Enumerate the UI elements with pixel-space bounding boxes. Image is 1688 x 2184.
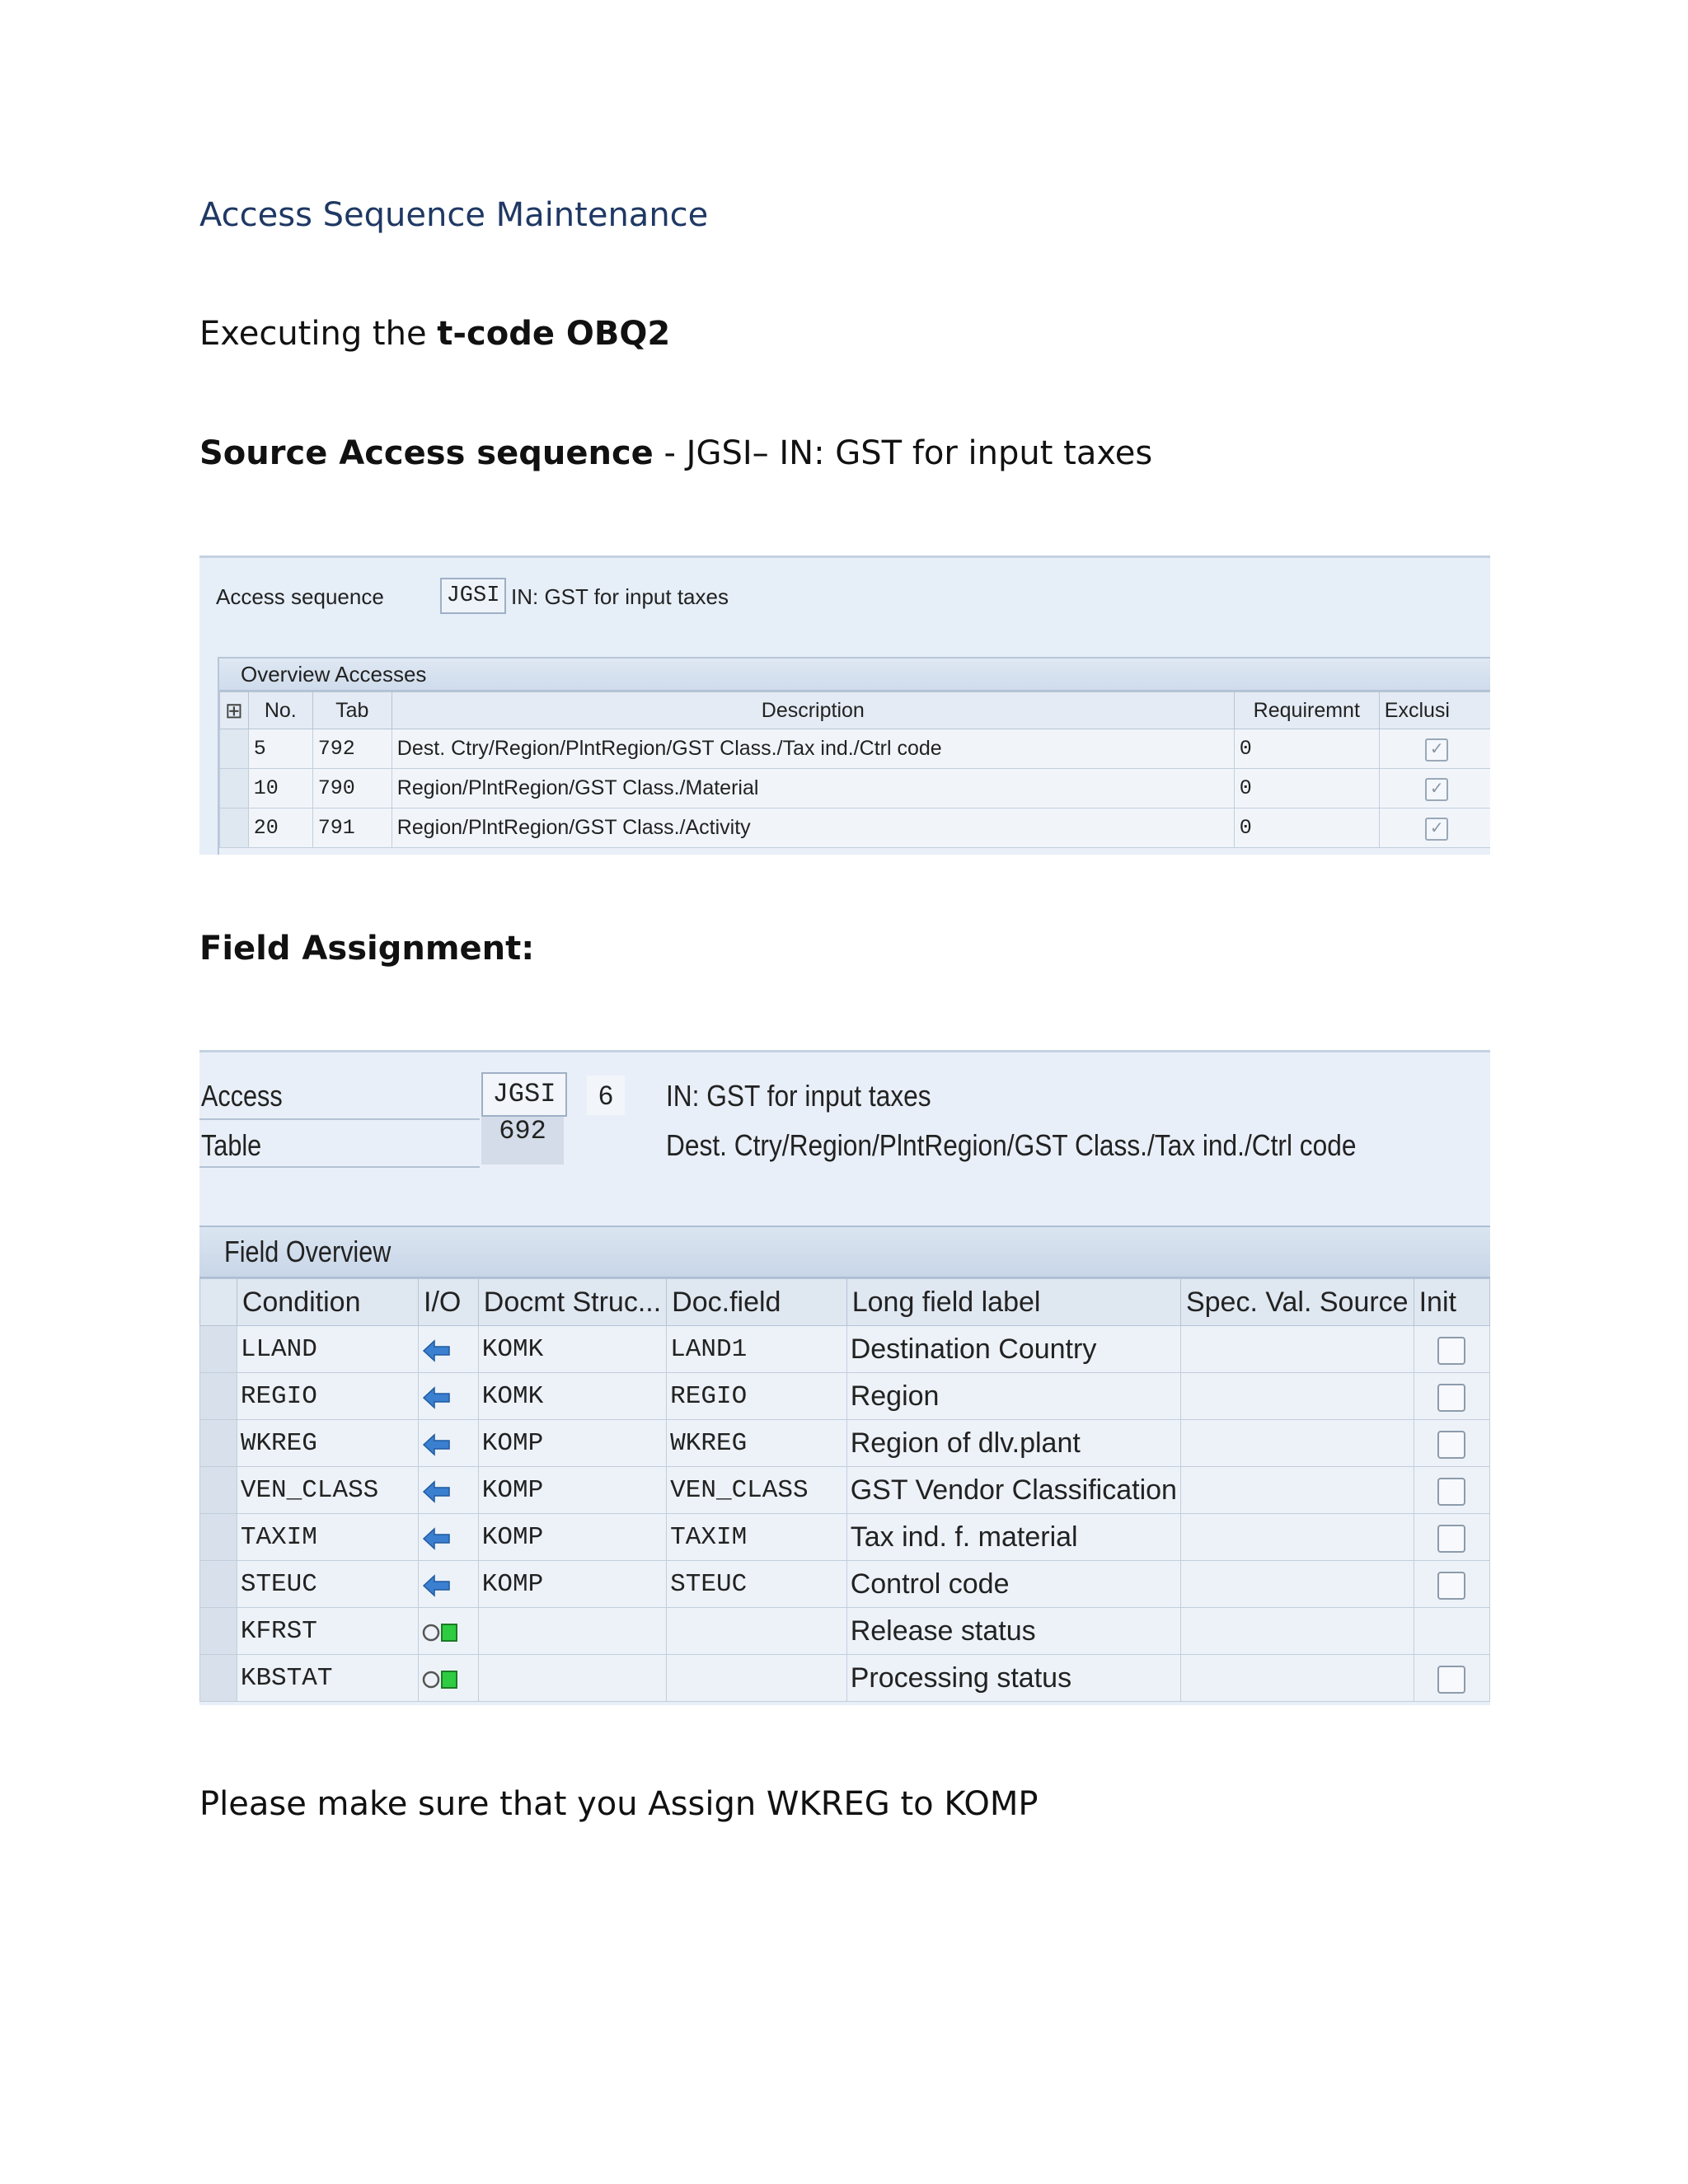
field-overview-title: Field Overview	[199, 1226, 1490, 1278]
cell-long-field-label: Control code	[846, 1561, 1180, 1608]
cell-init[interactable]	[1414, 1467, 1489, 1514]
access-field[interactable]: JGSI	[481, 1072, 567, 1117]
cell-io[interactable]	[419, 1655, 479, 1702]
note-paragraph: Please make sure that you Assign WKREG to KOMP	[199, 1785, 1039, 1823]
overview-accesses-title: Overview Accesses	[219, 658, 1490, 691]
col-long-field-label[interactable]: Long field label	[846, 1279, 1180, 1326]
cell-doc-field[interactable]	[667, 1608, 847, 1655]
col-no[interactable]: No.	[248, 692, 312, 729]
table-row[interactable]	[220, 808, 1491, 848]
overview-accesses-panel	[218, 657, 1490, 855]
exclusive-checkbox[interactable]: ✓	[1425, 738, 1448, 762]
source-label: Source Access sequence	[199, 434, 654, 472]
row-selector[interactable]	[220, 729, 249, 769]
cell-spec-val-source[interactable]	[1180, 1514, 1414, 1561]
col-doc-field[interactable]: Doc.field	[667, 1279, 847, 1326]
access-sequence-description: IN: GST for input taxes	[511, 584, 729, 609]
cell-tab[interactable]: 792	[312, 729, 392, 769]
cell-exclusive[interactable]	[1379, 808, 1490, 848]
cell-docmt-struc[interactable]: KOMP	[478, 1420, 666, 1467]
cell-init[interactable]	[1414, 1655, 1489, 1702]
cell-no[interactable]: 10	[248, 769, 312, 808]
intro-prefix: Executing the	[199, 315, 438, 353]
col-init[interactable]: Init	[1414, 1279, 1489, 1326]
access-label: Access	[201, 1079, 283, 1113]
cell-init[interactable]	[1414, 1561, 1489, 1608]
cell-docmt-struc[interactable]: KOMK	[478, 1326, 666, 1373]
cell-condition[interactable]: KBSTAT	[237, 1655, 418, 1702]
row-selector[interactable]	[200, 1326, 237, 1373]
exclusive-checkbox[interactable]: ✓	[1425, 778, 1448, 801]
cell-docmt-struc[interactable]: KOMK	[478, 1373, 666, 1420]
table-row[interactable]	[200, 1326, 1490, 1373]
cell-spec-val-source[interactable]	[1180, 1326, 1414, 1373]
init-checkbox[interactable]	[1437, 1384, 1465, 1412]
cell-docmt-struc[interactable]: KOMP	[478, 1514, 666, 1561]
init-checkbox[interactable]	[1437, 1525, 1465, 1553]
cell-no[interactable]: 20	[248, 808, 312, 848]
field-assignment-heading: Field Assignment:	[199, 930, 535, 968]
cell-requirement[interactable]: 0	[1234, 729, 1379, 769]
field-assignment-screenshot	[199, 1050, 1490, 1705]
init-checkbox[interactable]	[1437, 1431, 1465, 1459]
access-description: IN: GST for input taxes	[666, 1079, 931, 1113]
cell-doc-field[interactable]: LAND1	[667, 1326, 847, 1373]
cell-doc-field[interactable]: STEUC	[667, 1561, 847, 1608]
table-row[interactable]	[200, 1467, 1490, 1514]
col-description[interactable]: Description	[392, 692, 1234, 729]
input-arrow-icon	[422, 1573, 452, 1598]
row-selector[interactable]	[200, 1373, 237, 1420]
access-sequence-screenshot	[199, 555, 1490, 855]
table-row[interactable]	[200, 1608, 1490, 1655]
intro-paragraph	[199, 315, 670, 353]
row-selector[interactable]	[200, 1420, 237, 1467]
access-sequence-label: Access sequence	[216, 584, 384, 609]
cell-init[interactable]	[1414, 1326, 1489, 1373]
cell-no[interactable]: 5	[248, 729, 312, 769]
divider	[199, 1166, 480, 1168]
divider	[199, 1118, 480, 1120]
cell-io[interactable]	[419, 1326, 479, 1373]
cell-description[interactable]: Dest. Ctry/Region/PlntRegion/GST Class./Tax ind./Ctrl code	[392, 729, 1234, 769]
cell-long-field-label: Tax ind. f. material	[846, 1514, 1180, 1561]
row-selector[interactable]	[200, 1467, 237, 1514]
cell-io[interactable]	[419, 1561, 479, 1608]
cell-condition[interactable]: STEUC	[237, 1561, 418, 1608]
field-overview-table	[199, 1278, 1490, 1702]
row-selector[interactable]	[200, 1561, 237, 1608]
row-selector[interactable]	[220, 808, 249, 848]
cell-long-field-label: Processing status	[846, 1655, 1180, 1702]
cell-condition[interactable]: LLAND	[237, 1326, 418, 1373]
cell-description[interactable]: Region/PlntRegion/GST Class./Material	[392, 769, 1234, 808]
cell-docmt-struc[interactable]: KOMP	[478, 1467, 666, 1514]
table-row[interactable]	[200, 1561, 1490, 1608]
cell-long-field-label: GST Vendor Classification	[846, 1467, 1180, 1514]
cell-spec-val-source[interactable]	[1180, 1420, 1414, 1467]
cell-init[interactable]	[1414, 1514, 1489, 1561]
cell-spec-val-source[interactable]	[1180, 1608, 1414, 1655]
table-row[interactable]	[200, 1655, 1490, 1702]
col-condition[interactable]: Condition	[237, 1279, 418, 1326]
col-io[interactable]: I/O	[419, 1279, 479, 1326]
table-row[interactable]	[200, 1514, 1490, 1561]
cell-spec-val-source[interactable]	[1180, 1655, 1414, 1702]
cell-condition[interactable]: WKREG	[237, 1420, 418, 1467]
cell-spec-val-source[interactable]	[1180, 1373, 1414, 1420]
init-checkbox[interactable]	[1437, 1337, 1465, 1365]
cell-long-field-label: Region	[846, 1373, 1180, 1420]
col-tab[interactable]: Tab	[312, 692, 392, 729]
tcode-text: t-code OBQ2	[437, 315, 671, 353]
cell-long-field-label: Destination Country	[846, 1326, 1180, 1373]
cell-doc-field[interactable]	[667, 1655, 847, 1702]
col-exclusive[interactable]: Exclusi	[1379, 692, 1490, 729]
cell-docmt-struc[interactable]	[478, 1655, 666, 1702]
cell-io[interactable]	[419, 1608, 479, 1655]
cell-exclusive[interactable]	[1379, 769, 1490, 808]
cell-long-field-label: Region of dlv.plant	[846, 1420, 1180, 1467]
input-arrow-icon	[422, 1338, 452, 1363]
row-selector-header	[200, 1279, 237, 1326]
init-checkbox[interactable]	[1437, 1478, 1465, 1506]
input-arrow-icon	[422, 1526, 452, 1551]
table-row[interactable]	[200, 1373, 1490, 1420]
cell-tab[interactable]: 790	[312, 769, 392, 808]
row-selector[interactable]	[200, 1655, 237, 1702]
overview-accesses-table	[219, 691, 1490, 848]
table-row[interactable]	[200, 1420, 1490, 1467]
cell-exclusive[interactable]	[1379, 729, 1490, 769]
col-spec-val-source[interactable]: Spec. Val. Source	[1180, 1279, 1414, 1326]
cell-doc-field[interactable]: VEN_CLASS	[667, 1467, 847, 1514]
cell-doc-field[interactable]: REGIO	[667, 1373, 847, 1420]
cell-spec-val-source[interactable]	[1180, 1561, 1414, 1608]
cell-condition[interactable]: KFRST	[237, 1608, 418, 1655]
table-label: Table	[201, 1128, 262, 1162]
cell-doc-field[interactable]: TAXIM	[667, 1514, 847, 1561]
cell-doc-field[interactable]: WKREG	[667, 1420, 847, 1467]
access-sequence-field[interactable]: JGSI	[440, 578, 506, 614]
cell-description[interactable]: Region/PlntRegion/GST Class./Activity	[392, 808, 1234, 848]
table-row[interactable]	[220, 729, 1491, 769]
page-title: Access Sequence Maintenance	[199, 196, 709, 234]
cell-requirement[interactable]: 0	[1234, 769, 1379, 808]
col-docmt-struc[interactable]: Docmt Struc...	[478, 1279, 666, 1326]
access-number: 6	[587, 1076, 625, 1115]
input-arrow-icon	[422, 1385, 452, 1410]
cell-condition[interactable]: TAXIM	[237, 1514, 418, 1561]
source-rest: - JGSI– IN: GST for input taxes	[653, 434, 1153, 472]
table-row[interactable]	[220, 769, 1491, 808]
status-icon	[422, 1620, 458, 1645]
cell-long-field-label: Release status	[846, 1608, 1180, 1655]
cell-io[interactable]	[419, 1514, 479, 1561]
cell-io[interactable]	[419, 1467, 479, 1514]
input-arrow-icon	[422, 1479, 452, 1504]
cell-condition[interactable]: REGIO	[237, 1373, 418, 1420]
col-requirement[interactable]: Requiremnt	[1234, 692, 1379, 729]
cell-io[interactable]	[419, 1373, 479, 1420]
cell-tab[interactable]: 791	[312, 808, 392, 848]
exclusive-checkbox[interactable]: ✓	[1425, 818, 1448, 841]
row-selector[interactable]	[200, 1608, 237, 1655]
row-selector[interactable]	[200, 1514, 237, 1561]
cell-init[interactable]	[1414, 1373, 1489, 1420]
init-checkbox[interactable]	[1437, 1572, 1465, 1600]
cell-docmt-struc[interactable]	[478, 1608, 666, 1655]
status-icon	[422, 1667, 458, 1692]
cell-init	[1414, 1608, 1489, 1655]
input-arrow-icon	[422, 1432, 452, 1457]
table-settings-icon[interactable]: ⊞	[220, 692, 249, 729]
cell-docmt-struc[interactable]: KOMP	[478, 1561, 666, 1608]
cell-spec-val-source[interactable]	[1180, 1467, 1414, 1514]
cell-condition[interactable]: VEN_CLASS	[237, 1467, 418, 1514]
cell-init[interactable]	[1414, 1420, 1489, 1467]
table-description: Dest. Ctry/Region/PlntRegion/GST Class./Tax ind./Ctrl code	[666, 1128, 1357, 1162]
source-paragraph	[199, 434, 1152, 472]
table-field[interactable]: 692	[481, 1117, 564, 1165]
row-selector[interactable]	[220, 769, 249, 808]
cell-requirement[interactable]: 0	[1234, 808, 1379, 848]
init-checkbox[interactable]	[1437, 1666, 1465, 1694]
cell-io[interactable]	[419, 1420, 479, 1467]
